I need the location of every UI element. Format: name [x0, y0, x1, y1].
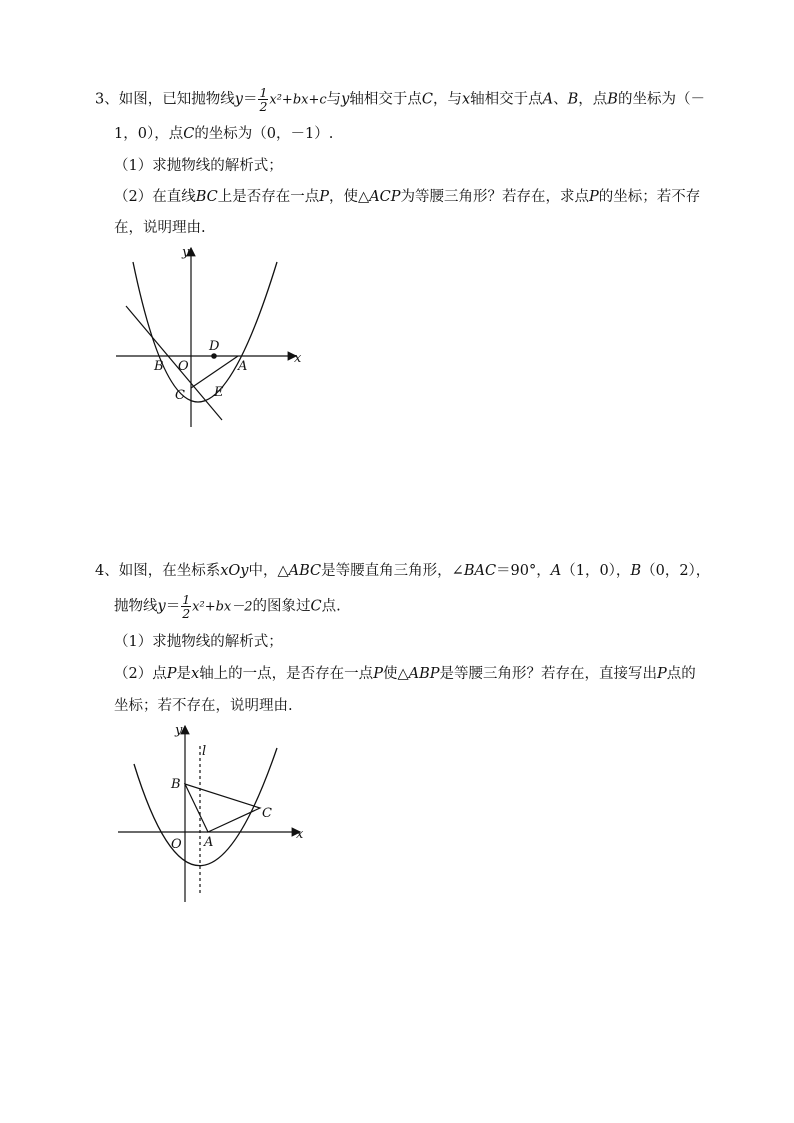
q4-triangle-ABC: [185, 784, 260, 832]
q3-part2-continued: 在，说明理由.: [114, 220, 206, 236]
q4-part1: （1）求抛物线的解析式；: [114, 634, 283, 650]
q3-part1: （1）求抛物线的解析式；: [114, 158, 283, 174]
q4-label-O: O: [171, 837, 182, 852]
q3-point-D: [211, 353, 217, 359]
q4-label-B: B: [171, 777, 181, 792]
q4-fraction-half: $\frac{1}{2}$: [182, 592, 191, 621]
q3-part2: （2）在直线BC上是否存在一点P，使△ACP为等腰三角形？若存在，求点P的坐标；若不存: [114, 189, 701, 205]
q4-part2-continued: 坐标；若不存在，说明理由.: [114, 698, 293, 714]
q3-line1: 3、如图，已知抛物线y＝ $\frac{1}{2}$ x²+bx+c与y轴相交于点C，与x轴相交于点A、B，点B的坐标为（－: [95, 85, 705, 114]
q3-label-y: y: [182, 245, 190, 260]
q3-label-C: C: [175, 388, 185, 403]
q4-label-x: x: [296, 827, 304, 842]
q3-figure: [110, 242, 310, 432]
q3-label-x: x: [294, 351, 302, 366]
q4-label-y: y: [175, 723, 183, 738]
q4-label-C: C: [262, 806, 272, 821]
q3-label-A: A: [238, 359, 248, 374]
q3-line2: 1，0），点C的坐标为（0，－1）.: [114, 126, 334, 142]
q4-label-A: A: [204, 835, 214, 850]
q3-number: 3、: [95, 91, 119, 108]
q4-line2: 抛物线y＝ $\frac{1}{2}$ x²+bx－2的图象过C点.: [114, 592, 341, 621]
q3-line-BC: [126, 306, 222, 420]
q4-line1: 4、如图，在坐标系xOy中，△ABC是等腰直角三角形，∠BAC＝90°，A（1，0），B（0，2），: [95, 563, 711, 579]
q3-label-B: B: [154, 359, 164, 374]
q3-label-D: D: [209, 339, 220, 354]
q3-label-E: E: [214, 385, 224, 400]
q4-figure: [110, 720, 310, 910]
q4-part2: （2）点P是x轴上的一点，是否存在一点P使△ABP是等腰三角形？若存在，直接写出P点的: [114, 666, 696, 682]
q3-parabola: [133, 262, 277, 402]
q4-label-l: l: [202, 744, 207, 759]
q3-label-O: O: [178, 359, 189, 374]
q3-segment-AC: [191, 356, 238, 388]
q3-fraction-half: $\frac{1}{2}$: [259, 85, 268, 114]
q4-number: 4、: [95, 563, 119, 579]
